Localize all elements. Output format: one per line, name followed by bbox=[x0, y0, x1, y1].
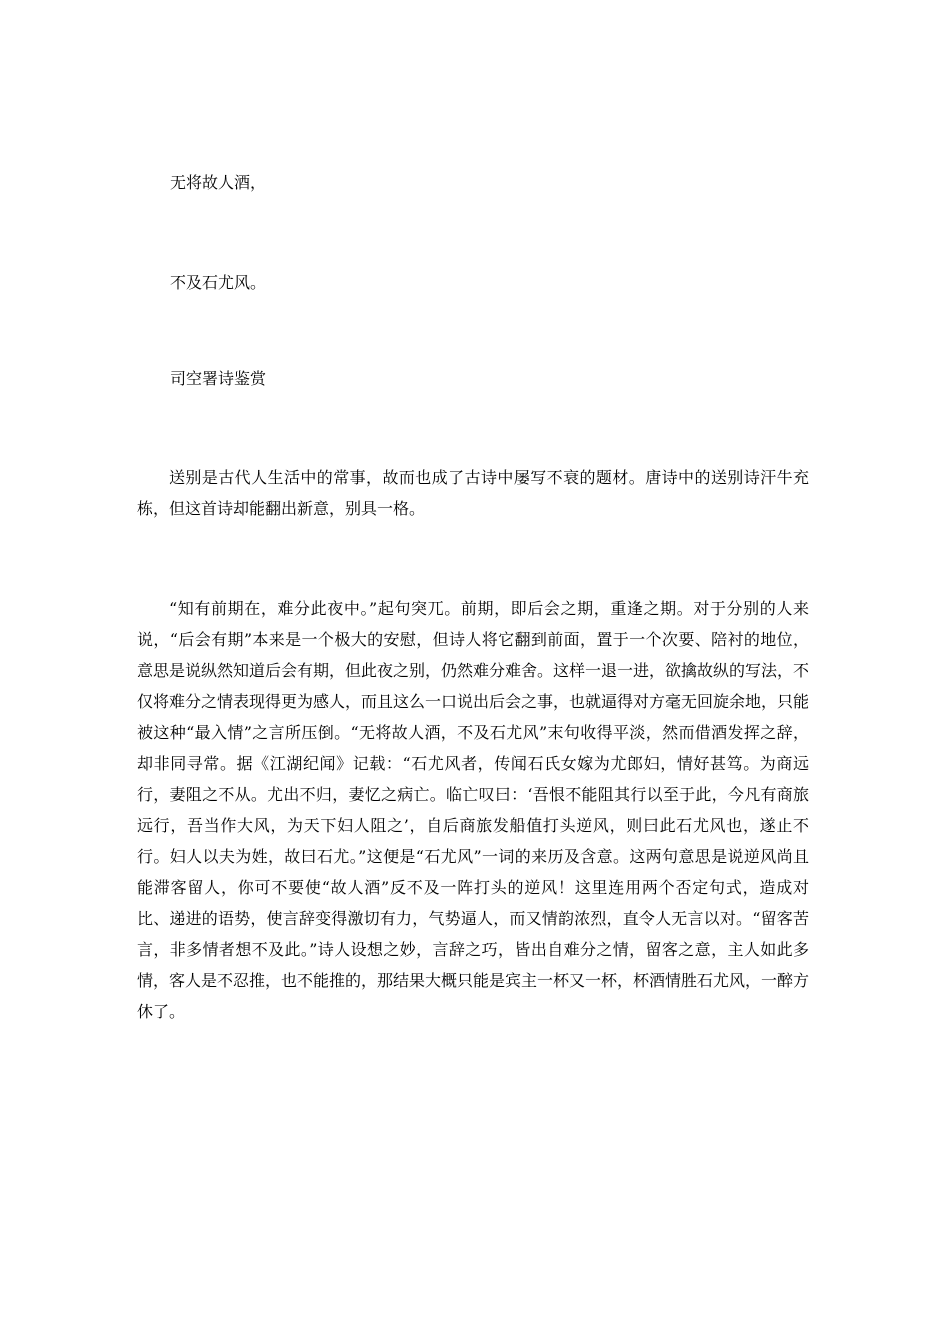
body-paragraph: 送别是古代人生活中的常事，故而也成了古诗中屡写不衰的题材。唐诗中的送别诗汗牛充栋，但这首诗却能翻出新意，别具一格。 bbox=[137, 468, 809, 518]
poem-verse-line: 不及石尤风。 bbox=[170, 273, 267, 292]
poem-verse-line: 无将故人酒， bbox=[170, 173, 267, 192]
section-title: 司空署诗鉴赏 bbox=[170, 369, 267, 388]
body-paragraph: “知有前期在，难分此夜中。”起句突兀。前期，即后会之期，重逢之期。对于分别的人来说，“后会有期”本来是一个极大的安慰，但诗人将它翻到前面，置于一个次要、陪衬的地位，意思是说纵然知道后会有期，但此夜之别，仍然难分难舍。这样一退一进，欲擒故纵的写法，不仅将难分之情表现得更为感人，而且这么一口说出后会之事，也就逼得对方毫无回旋余地，只能被这种“最入情”之言所压倒。“无将故人酒，不及石尤风”末句收得平淡，然而借酒发挥之辞，却非同寻常。据《江湖纪闻》记载：“石尤风者，传闻石氏女嫁为尤郎妇，情好甚笃。为商远行，妻阻之不从。尤出不归，妻忆之病亡。临亡叹曰：‘吾恨不能阻其行以至于此，今凡有商旅远行，吾当作大风，为天下妇人阻之’，自后商旅发船值打头逆风，则曰此石尤风也，遂止不行。妇人以夫为姓，故曰石尤。”这便是“石尤风”一词的来历及含意。这两句意思是说逆风尚且能滞客留人，你可不要使“故人酒”反不及一阵打头的逆风！这里连用两个否定句式，造成对比、递进的语势，使言辞变得激切有力，气势逼人，而又情韵浓烈，直令人无言以对。“留客苦言，非多情者想不及此。”诗人设想之妙，言辞之巧，皆出自难分之情，留客之意，主人如此多情，客人是不忍推，也不能推的，那结果大概只能是宾主一杯又一杯，杯酒情胜石尤风，一醉方休了。 bbox=[137, 599, 810, 1021]
